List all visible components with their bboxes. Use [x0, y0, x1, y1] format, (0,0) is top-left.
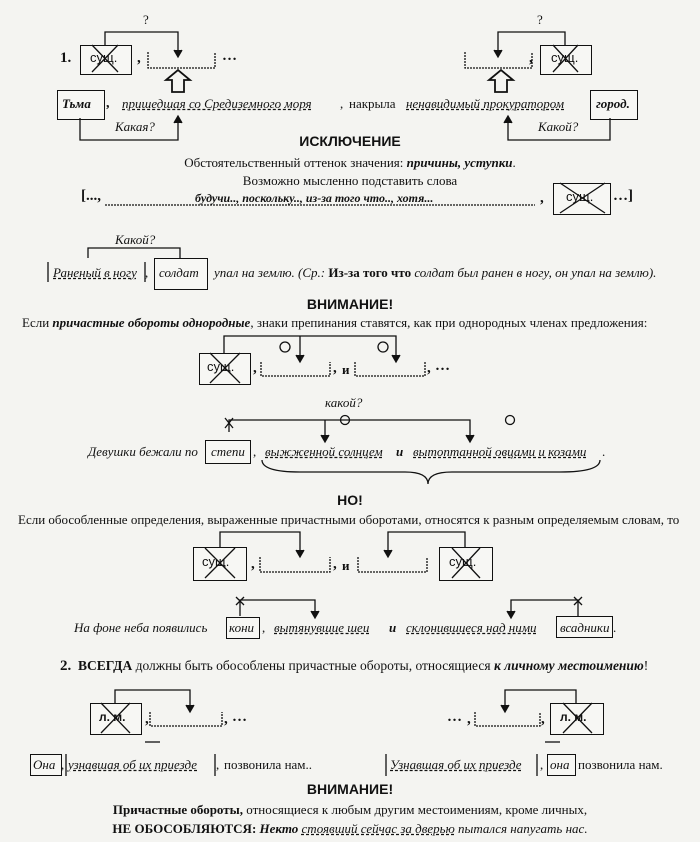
exception-title: ИСКЛЮЧЕНИЕ	[299, 133, 401, 149]
comma: ,	[340, 96, 344, 111]
conjunction-and: и	[396, 444, 404, 459]
comma: ,	[137, 50, 141, 66]
noun-label: сущ.	[202, 554, 230, 569]
noun-label: сущ.	[449, 554, 477, 569]
comma: ,	[106, 96, 110, 111]
example-text: накрыла	[349, 96, 396, 111]
noun-label: сущ.	[90, 50, 118, 65]
comma: ,	[467, 711, 471, 727]
exception-line-1: Обстоятельственный оттенок значения: причины, уступки.	[184, 155, 516, 170]
comma: ,	[61, 757, 65, 772]
substitute-words: будучи.., поскольку.., из-за того что.., хотя...	[195, 191, 434, 205]
section-number: 1.	[60, 50, 72, 66]
comma: ,	[253, 444, 257, 459]
comma: ,	[224, 711, 228, 727]
bracket-close: …]	[613, 188, 633, 204]
example-text: Девушки бежали по	[88, 444, 198, 459]
ellipsis: …	[447, 709, 462, 725]
participial-phrase: выжженной солнцем	[265, 444, 383, 459]
period: .	[613, 620, 617, 635]
pronoun-label: л. м.	[560, 710, 587, 724]
comma: ,	[145, 265, 149, 280]
example-text: позвонила нам..	[224, 757, 313, 772]
comma: ,	[529, 50, 533, 66]
participial-phrase: пришедшая со Средиземного моря	[122, 96, 312, 111]
conjunction-and: и	[342, 362, 350, 377]
bracket-open: [...,	[81, 188, 101, 204]
participial-phrase: ненавидимый прокуратором	[406, 96, 565, 111]
attention-line-1: Причастные обороты, относящиеся к любым другим местоимениям, кроме личных,	[112, 802, 588, 817]
attention-title: ВНИМАНИЕ!	[306, 296, 394, 312]
question-label: Какой?	[115, 232, 156, 247]
attention-title: ВНИМАНИЕ!	[306, 781, 394, 797]
example-noun: всадники	[560, 620, 610, 635]
participial-phrase: Раненый в ногу	[53, 265, 137, 280]
comma: ,	[333, 360, 337, 376]
comma: ,	[262, 620, 266, 635]
noun-label: сущ.	[551, 50, 579, 65]
comma: ,	[541, 711, 545, 727]
participial-phrase: вытоптанной овцами и козами	[413, 444, 587, 459]
conjunction-and: и	[389, 620, 397, 635]
example-text: упал на землю. (Ср.: Из-за того что солдат был ранен в ногу, он упал на землю).	[214, 265, 657, 280]
conjunction-and: и	[342, 558, 350, 573]
question-mark: ?	[143, 12, 149, 27]
comma: ,	[216, 757, 220, 772]
but-text: Если обособленные определения, выраженные причастными оборотами, относятся к разным определяемым словам, то	[18, 512, 680, 527]
question-label: Какая?	[115, 119, 155, 134]
example-pronoun: Она	[33, 757, 56, 772]
participial-phrase: узнавшая об их приезде	[68, 757, 198, 772]
comma: ,	[427, 360, 431, 376]
example-noun: степи	[211, 444, 245, 459]
pronoun-label: л. м.	[99, 710, 126, 724]
example-text: позвонила нам.	[578, 757, 663, 772]
noun-label: сущ.	[207, 359, 235, 374]
ellipsis: …	[222, 48, 237, 64]
example-pronoun: она	[550, 757, 570, 772]
question-mark: ?	[537, 12, 543, 27]
attention-text: Если причастные обороты однородные, знаки препинания ставятся, как при однородных членах предложения:	[22, 315, 648, 330]
example-noun: солдат	[159, 265, 199, 280]
example-noun: город.	[596, 96, 630, 111]
example-text: На фоне неба появились	[74, 620, 208, 635]
noun-label: сущ.	[566, 189, 594, 204]
period: .	[602, 444, 606, 459]
participial-phrase: вытянувшие шеи	[274, 620, 370, 635]
comma: ,	[251, 556, 255, 572]
comma: ,	[540, 190, 544, 206]
question-label: Какой?	[538, 119, 579, 134]
participial-phrase: склонившиеся над ними	[406, 620, 537, 635]
comma: ,	[333, 556, 337, 572]
comma: ,	[540, 757, 544, 772]
comma: ,	[253, 360, 257, 376]
section-2-text: 2. ВСЕГДА должны быть обособлены причастные обороты, относящиеся к личному местоимению!	[60, 658, 649, 674]
comma: ,	[145, 711, 149, 727]
attention-line-2: НЕ ОБОСОБЛЯЮТСЯ: Некто стоявший сейчас за дверью пытался напугать нас.	[112, 821, 588, 836]
ellipsis: …	[435, 358, 450, 374]
exception-line-2: Возможно мысленно подставить слова	[242, 173, 458, 188]
question-label: какой?	[325, 395, 363, 410]
participial-phrase: Узнавшая об их приезде	[390, 757, 522, 772]
but-title: НО!	[337, 492, 363, 508]
example-noun: кони	[229, 620, 255, 635]
ellipsis: …	[232, 709, 247, 725]
example-noun: Тьма	[62, 96, 91, 111]
